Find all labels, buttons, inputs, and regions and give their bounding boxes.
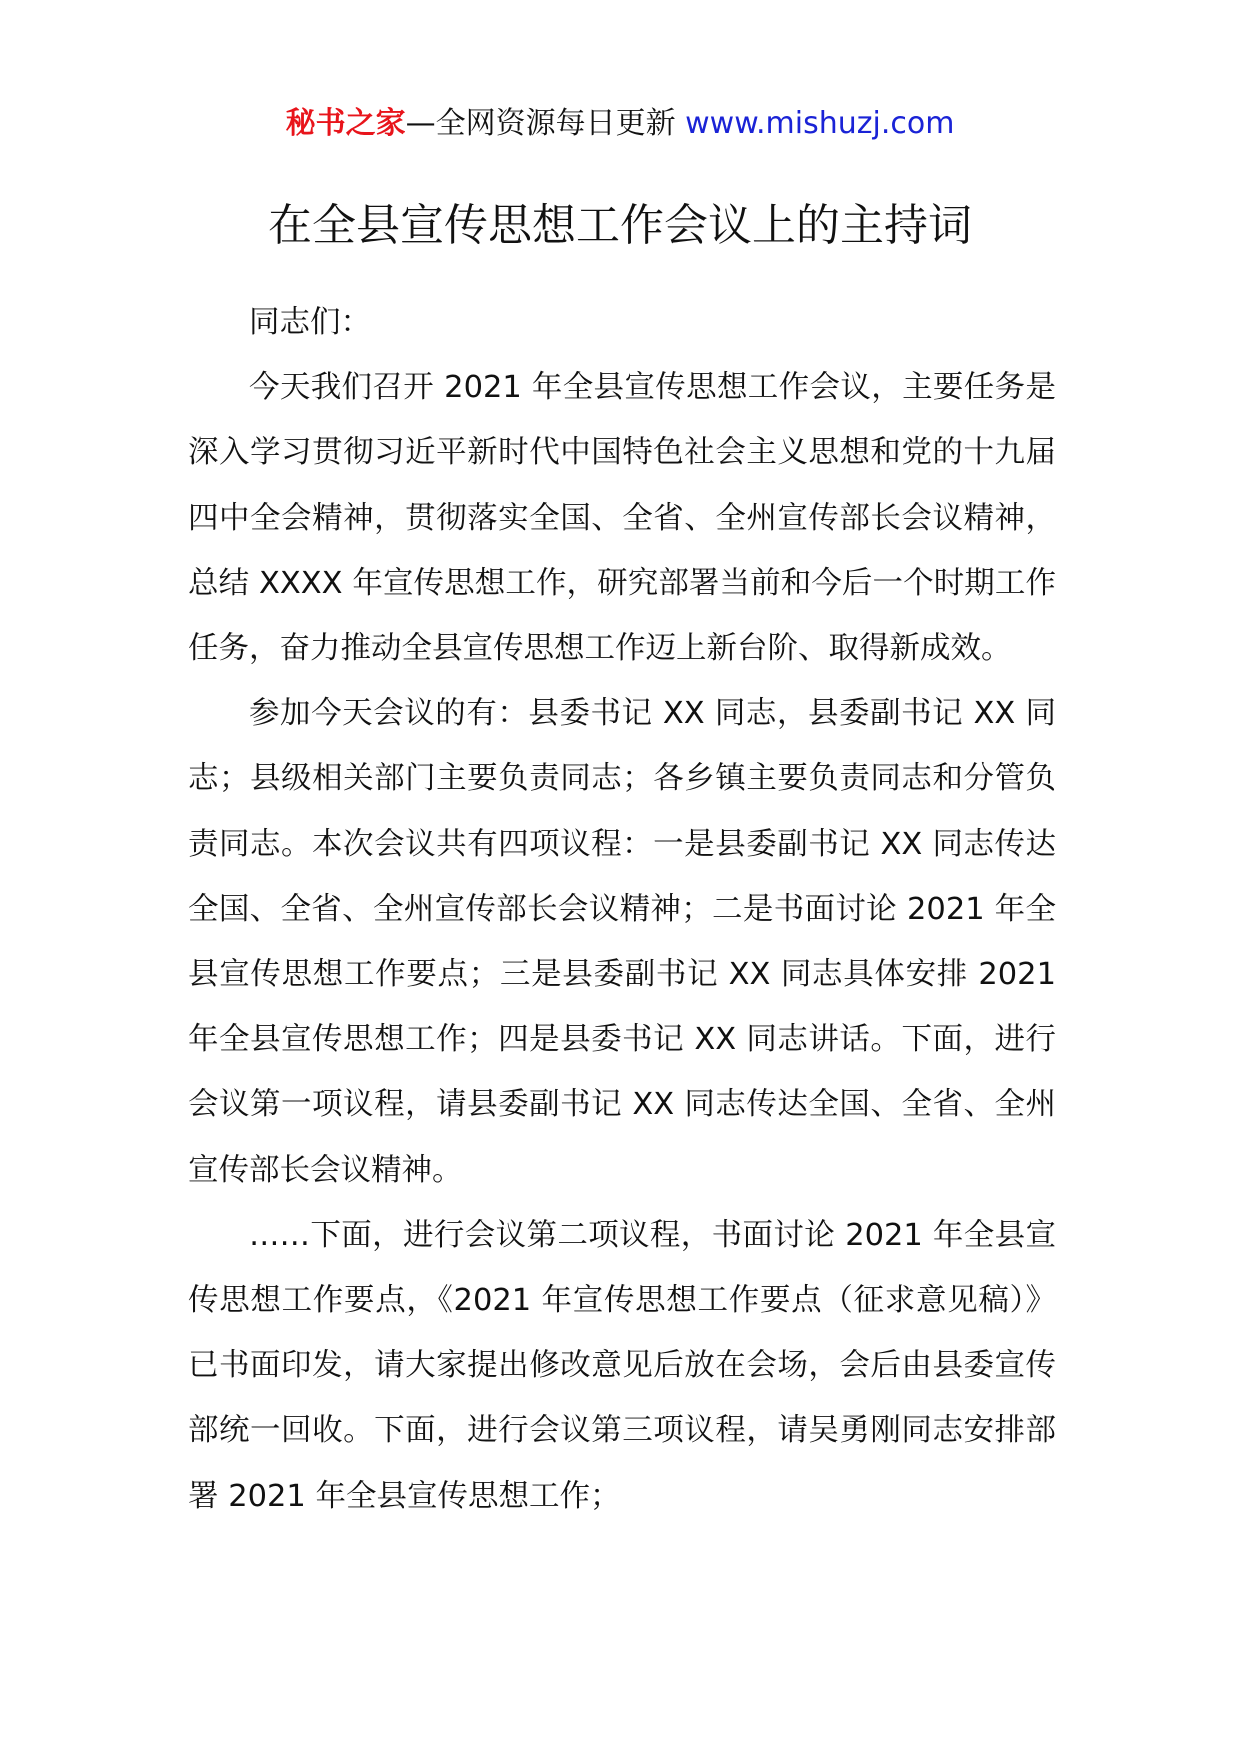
site-header (0, 102, 1240, 146)
document-title: 在全县宣传思想工作会议上的主持词 (268, 200, 972, 251)
body-paragraph: 参加今天会议的有：县委书记 XX 同志，县委副书记 XX 同志；县级相关部门主要负责同志；各乡镇主要负责同志和分管负责同志。本次会议共有四项议程：一是县委副书记 XX 同志传达全国、全省、全州宣传部长会议精神；二是书面讨论 2021 年全县宣传思想工作要点；三是县委副书记 XX 同志具体安排 2021 年全县宣传思想工作；四是县委书记 XX 同志讲话。下面，进行会议第一项议程，请县委副书记 XX 同志传达全国、全省、全州宣传部长会议精神。 (188, 696, 1056, 1188)
brand-name: 秘书之家 (285, 106, 406, 141)
body-paragraph: ……下面，进行会议第二项议程，书面讨论 2021 年全县宣传思想工作要点，《2021 年宣传思想工作要点（征求意见稿）》已书面印发，请大家提出修改意见后放在会场，会后由县委宣传部统一回收。下面，进行会议第三项议程，请吴勇刚同志安排部署 2021 年全县宣传思想工作； (188, 1217, 1056, 1514)
salutation-paragraph: 同志们： (249, 305, 371, 340)
body-paragraph: 今天我们召开 2021 年全县宣传思想工作会议，主要任务是深入学习贯彻习近平新时代中国特色社会主义思想和党的十九届四中全会精神，贯彻落实全国、全省、全州宣传部长会议精神，总结 XXXX 年宣传思想工作，研究部署当前和今后一个时期工作任务，奋力推动全县宣传思想工作迈上新台阶、取得新成效。 (188, 370, 1056, 667)
site-url-link[interactable]: www.mishuzj.com (685, 106, 955, 141)
document-body (188, 290, 1056, 1529)
header-slogan: —全网资源每日更新 (405, 106, 686, 141)
